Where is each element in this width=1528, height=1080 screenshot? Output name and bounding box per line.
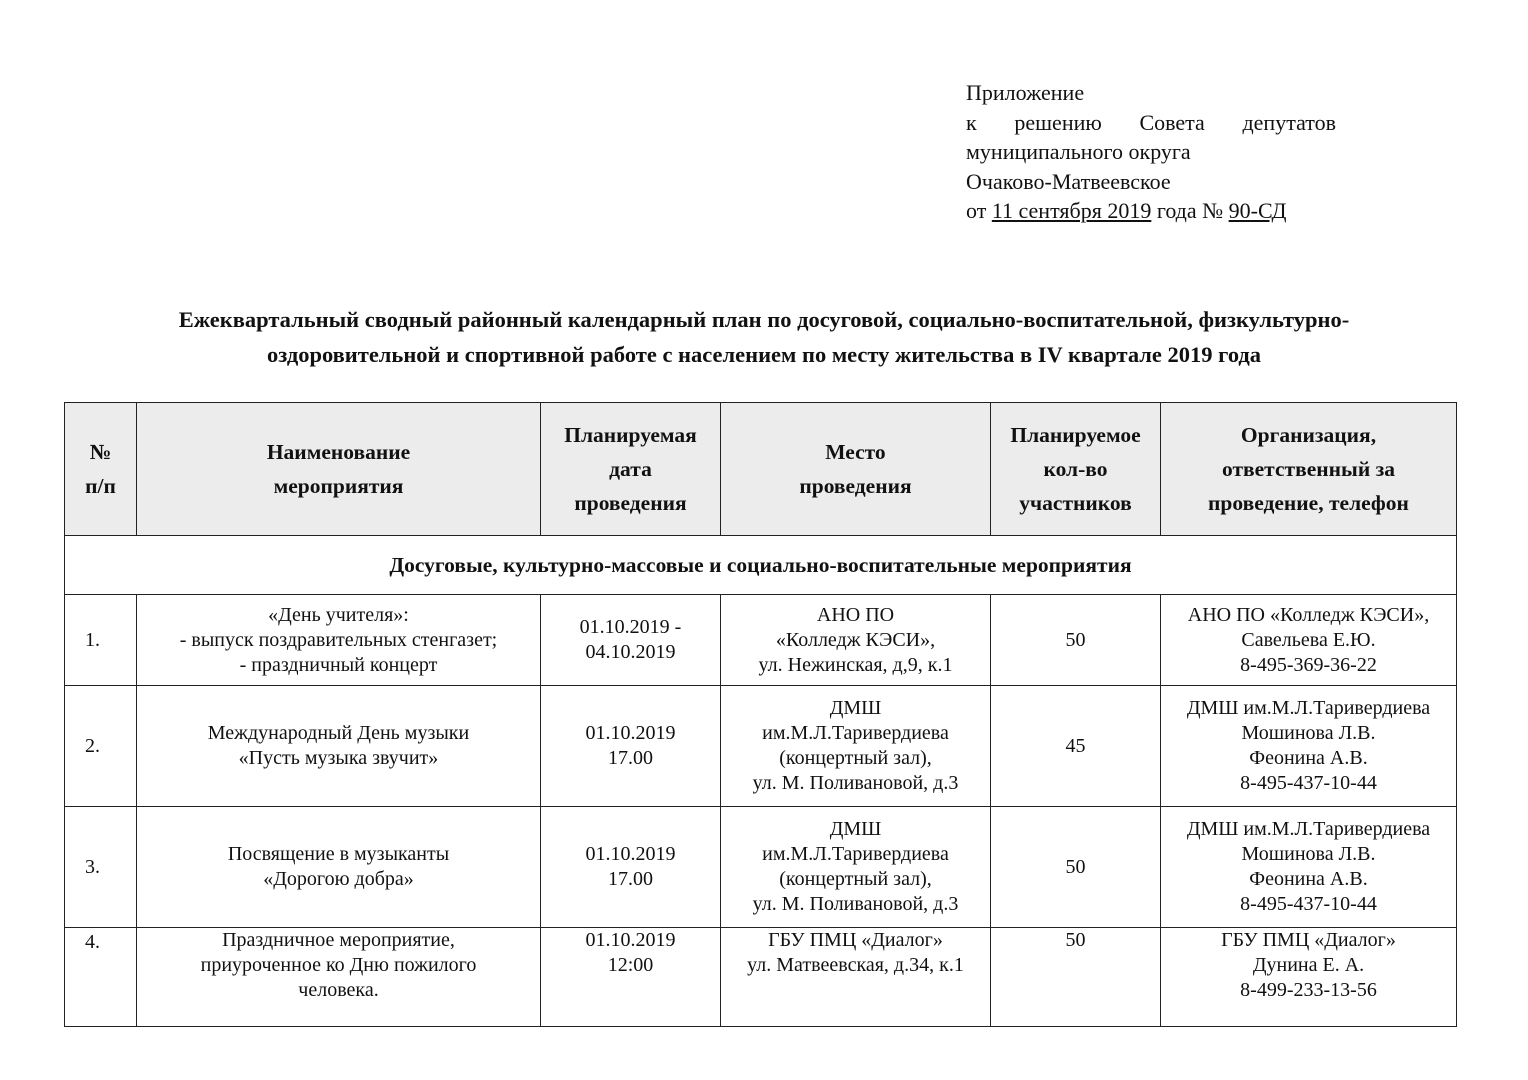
text-line: 01.10.2019 [585,843,676,865]
text-line: ГБУ ПМЦ «Диалог» [768,929,943,951]
event-name [137,595,541,686]
appendix-date-line [966,196,1336,226]
appendix-line-4: Очаково-Матвеевское [966,168,1171,194]
text-line: приуроченное ко Дню пожилого [200,954,477,976]
participant-count: 50 [991,928,1161,1027]
header-num [65,403,137,536]
table-row [65,595,1457,686]
header-place [721,403,991,536]
row-number: 3. [65,807,137,928]
text-line: «Дорогою добра» [263,868,414,890]
header-date [541,403,721,536]
text-line: ДМШ [829,818,882,840]
text-line: (концертный зал), [779,747,932,769]
participant-count: 50 [991,595,1161,686]
row-number: 1. [65,595,137,686]
text-line: Мошинова Л.В. [1241,843,1376,865]
event-name [137,807,541,928]
text-line: Феонина А.В. [1249,747,1368,769]
plan-table [64,402,1457,1027]
text-line: ДМШ [829,697,882,719]
appendix-block [966,78,1336,226]
event-place [721,686,991,807]
event-date [541,686,721,807]
text-line: 17.00 [608,868,653,890]
date-prefix: от [966,198,987,223]
row-number: 4. [65,928,137,1027]
event-date [541,807,721,928]
event-name [137,686,541,807]
appendix-line-1: Приложение [966,80,1085,105]
text-line: им.М.Л.Таривердиева [762,843,949,865]
table-row [65,928,1457,1027]
text-line: Организация, [1240,423,1377,447]
header-org [1161,403,1457,536]
text-line: «Пусть музыка звучит» [238,747,439,769]
text-line: ул. Нежинская, д,9, к.1 [758,653,953,676]
text-line: Наименование [266,440,411,464]
organizer [1161,807,1457,928]
text-line: ул. М. Поливановой, д.3 [752,772,959,794]
event-place [721,807,991,928]
text-line: Савельева Е.Ю. [1241,628,1376,651]
text-line: дата [609,457,652,481]
event-name [137,928,541,1027]
text-line: Мошинова Л.В. [1241,722,1376,744]
text-line: Дунина Е. А. [1252,954,1365,976]
text-line: ул. М. Поливановой, д.3 [752,893,959,915]
text-line: АНО ПО «Колледж КЭСИ», [1187,603,1430,626]
text-line: - праздничный концерт [239,653,438,676]
header-count [991,403,1161,536]
participant-count: 45 [991,686,1161,807]
text-line: АНО ПО [816,603,895,626]
organizer [1161,686,1457,807]
title-line-2: оздоровительной и спортивной работе с населением по месту жительства в IV квартале 2019 года [266,342,1262,367]
text-line: 04.10.2019 [585,641,676,663]
text-line: Международный День музыки [207,722,470,744]
text-line: 01.10.2019 - [579,616,682,638]
text-line: проведение, телефон [1208,491,1409,515]
event-place [721,595,991,686]
text-line: Праздничное мероприятие, [222,929,455,951]
text-line: ДМШ им.М.Л.Таривердиева [1186,818,1431,840]
document-title [60,302,1468,372]
text-line: 01.10.2019 [585,929,676,951]
date-mid: года № [1156,198,1224,223]
appendix-line-3: муниципального округа [966,139,1191,164]
text-line: «День учителя»: [268,603,409,626]
text-line: 8-495-437-10-44 [1240,893,1377,915]
text-line: человека. [298,979,379,1001]
text-line: мероприятия [273,474,404,498]
text-line: п/п [85,474,116,498]
text-line: Планируемое [1010,423,1141,447]
text-line: Место [825,440,886,464]
section-row [65,536,1457,595]
text-line: ул. Матвеевская, д.34, к.1 [747,954,964,976]
table-header-row [65,403,1457,536]
section-title: Досуговые, культурно-массовые и социально-воспитательные мероприятия [65,536,1457,595]
text-line: участников [1019,491,1132,515]
text-line: Посвящение в музыканты [227,843,450,865]
row-number: 2. [65,686,137,807]
text-line: ответственный за [1222,457,1395,481]
organizer [1161,595,1457,686]
text-line: «Колледж КЭСИ», [775,628,936,651]
text-line: Планируемая [564,423,697,447]
text-line: 8-495-369-36-22 [1240,653,1377,676]
organizer [1161,928,1457,1027]
text-line: проведения [574,491,687,515]
event-date [541,595,721,686]
header-name [137,403,541,536]
text-line: 8-495-437-10-44 [1240,772,1377,794]
text-line: кол-во [1043,457,1108,481]
text-line: ДМШ им.М.Л.Таривердиева [1186,697,1431,719]
text-line: Феонина А.В. [1249,868,1368,890]
participant-count: 50 [991,807,1161,928]
appendix-line-2: к решению Совета депутатов [966,109,1336,135]
text-line: 01.10.2019 [585,722,676,744]
decision-number: 90-СД [1228,198,1287,223]
text-line: 12:00 [607,954,654,976]
event-place [721,928,991,1027]
text-line: (концертный зал), [779,868,932,890]
text-line: - выпуск поздравительных стенгазет; [179,628,498,651]
decision-date: 11 сентября 2019 [991,198,1152,223]
text-line: 17.00 [608,747,653,769]
text-line: проведения [799,474,912,498]
table-row [65,686,1457,807]
event-date [541,928,721,1027]
text-line: 8-499-233-13-56 [1240,979,1377,1001]
text-line: № [89,440,112,464]
text-line: им.М.Л.Таривердиева [762,722,949,744]
text-line: ГБУ ПМЦ «Диалог» [1221,929,1396,951]
table-row [65,807,1457,928]
title-line-1: Ежеквартальный сводный районный календарный план по досуговой, социально-воспитательной, физкультурно- [178,307,1350,332]
